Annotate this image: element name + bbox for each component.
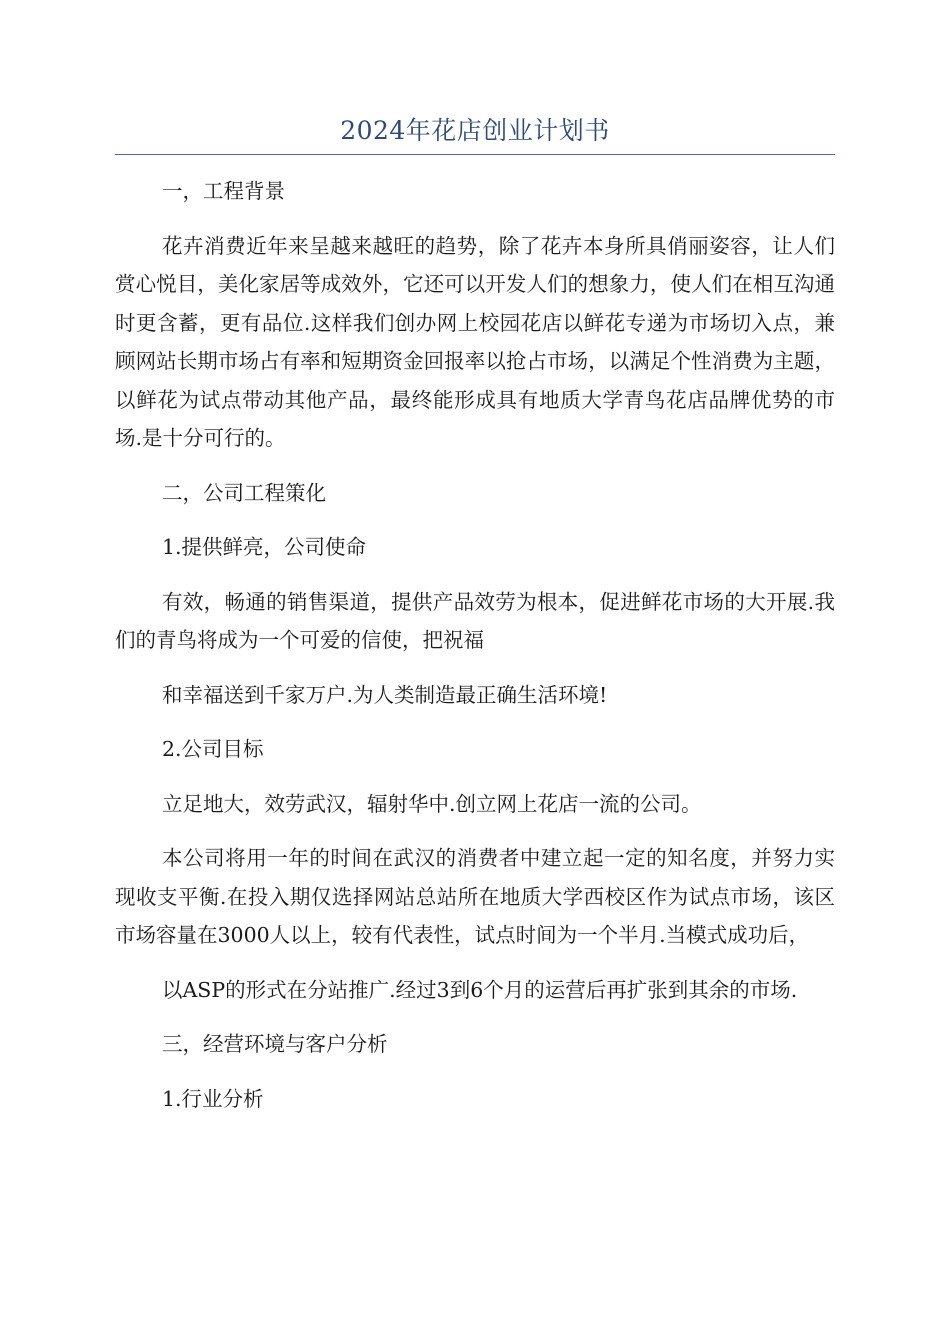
- title-underline: [115, 154, 835, 155]
- document-title: 2024年花店创业计划书: [340, 116, 610, 145]
- body-paragraph: 立足地大，效劳武汉，辐射华中.创立网上花店一流的公司。: [162, 791, 702, 816]
- section-heading: 二，公司工程策化: [162, 480, 326, 505]
- body-paragraph: 本公司将用一年的时间在武汉的消费者中建立起一定的知名度，并努力实现收支平衡.在投入期仅选择网站总站所在地质大学西校区作为试点市场，该区市场容量在3000人以上，较有代表性，试点时间为一个半月.当模式成功后，: [115, 846, 835, 947]
- sub-heading: 2.公司目标: [162, 737, 264, 761]
- document-body: [115, 172, 835, 1134]
- sub-heading: 1.提供鲜亮，公司使命: [162, 535, 367, 559]
- body-paragraph: 和幸福送到千家万户.为人类制造最正确生活环境!: [162, 682, 608, 707]
- body-paragraph: 花卉消费近年来呈越来越旺的趋势，除了花卉本身所具俏丽姿容，让人们赏心悦目，美化家居等成效外，它还可以开发人们的想象力，使人们在相互沟通时更含蓄，更有品位.这样我们创办网上校园花店以鲜花专递为市场切入点，兼顾网站长期市场占有率和短期资金回报率以抢占市场，以满足个性消费为主题，以鲜花为试点带动其他产品，最终能形成具有地质大学青鸟花店品牌优势的市场.是十分可行的。: [115, 233, 835, 450]
- body-paragraph: 以ASP的形式在分站推广.经过3到6个月的运营后再扩张到其余的市场.: [162, 977, 798, 1002]
- sub-heading: 1.行业分析: [162, 1086, 264, 1111]
- section-heading: 一，工程背景: [162, 179, 285, 203]
- body-paragraph: 有效，畅通的销售渠道，提供产品效劳为根本，促进鲜花市场的大开展.我们的青鸟将成为一个可爱的信使，把祝福: [115, 589, 835, 652]
- section-heading: 三，经营环境与客户分析: [162, 1032, 388, 1056]
